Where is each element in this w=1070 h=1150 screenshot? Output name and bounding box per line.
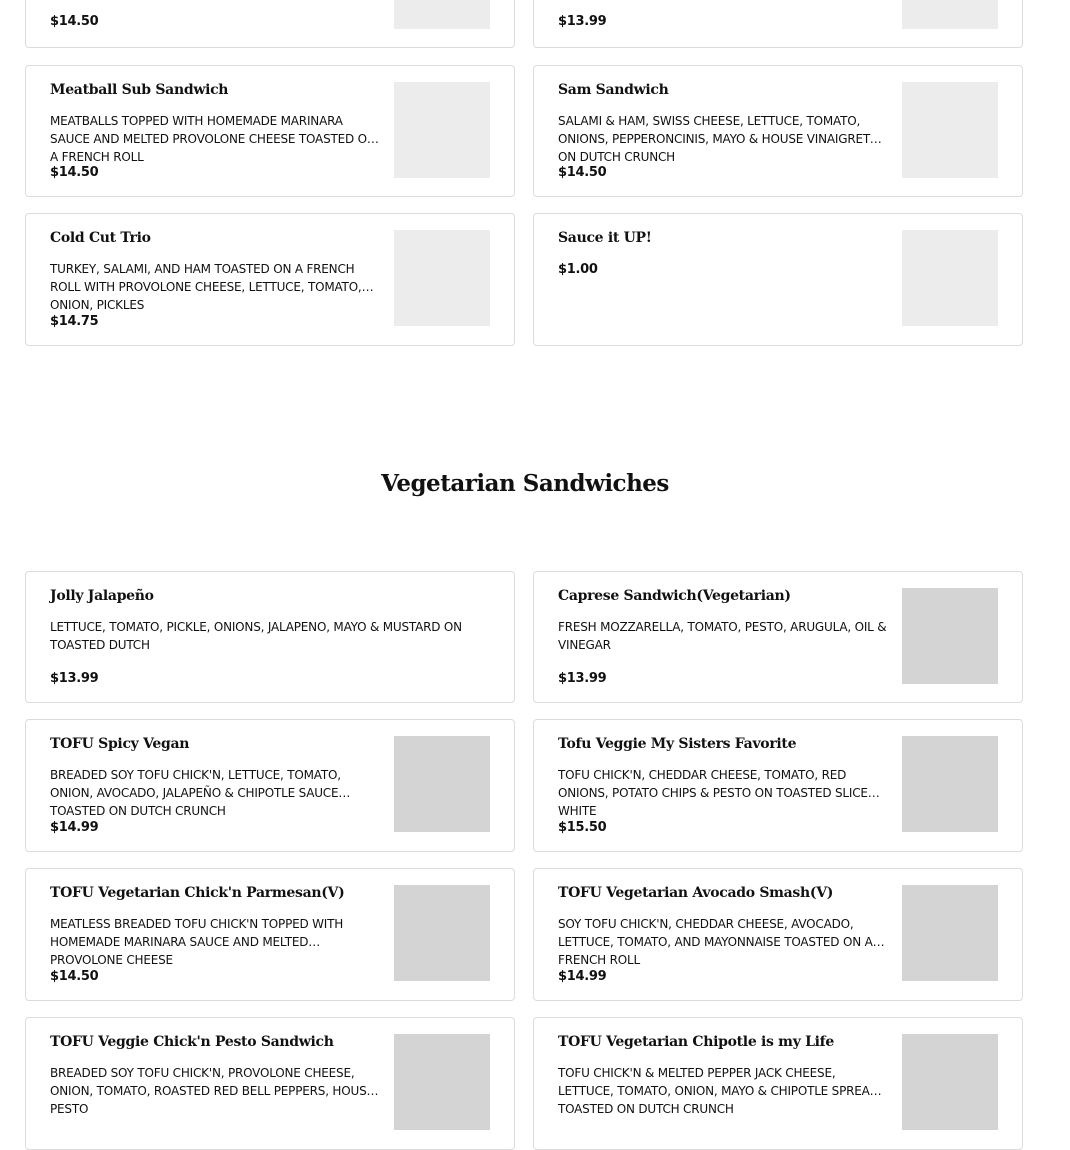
- item-image: [394, 0, 490, 29]
- item-name: TOFU Vegetarian Avocado Smash(V): [558, 885, 834, 901]
- item-image: [902, 588, 998, 684]
- item-price: $15.50: [558, 820, 607, 835]
- item-description: LETTUCE, TOMATO, PICKLE, ONIONS, JALAPENO, MAYO & MUSTARD ON TOASTED DUTCH: [50, 620, 462, 652]
- item-price: $14.99: [50, 820, 99, 835]
- item-price: $14.50: [558, 165, 607, 180]
- menu-item-card[interactable]: [533, 0, 1023, 48]
- menu-item-card[interactable]: [533, 213, 1023, 346]
- item-image: [902, 885, 998, 981]
- menu-item-card[interactable]: [533, 719, 1023, 852]
- item-image: [902, 230, 998, 326]
- menu-item-card[interactable]: [25, 1017, 515, 1150]
- item-image: [902, 82, 998, 178]
- item-name: Sauce it UP!: [558, 230, 652, 246]
- item-description: TURKEY, SALAMI, AND HAM TOASTED ON A FRENCH ROLL WITH PROVOLONE CHEESE, LETTUCE, TOMATO, ONION, PICKLES: [50, 262, 362, 312]
- item-price: $14.50: [50, 14, 99, 29]
- item-name: Cold Cut Trio: [50, 230, 151, 246]
- item-description: BREADED SOY TOFU CHICK'N, PROVOLONE CHEESE, ONION, TOMATO, ROASTED RED BELL PEPPERS, HOUSE PESTO: [50, 1066, 374, 1116]
- item-description: SOY TOFU CHICK'N, CHEDDAR CHEESE, AVOCADO, LETTUCE, TOMATO, AND MAYONNAISE TOASTED ON A FRENCH ROLL: [558, 917, 873, 967]
- item-price: $13.99: [50, 671, 99, 686]
- item-price: $14.50: [50, 969, 99, 984]
- item-name: Sam Sandwich: [558, 82, 669, 98]
- menu-item-card[interactable]: [25, 868, 515, 1001]
- item-image: [394, 82, 490, 178]
- menu-item-card[interactable]: [25, 0, 515, 48]
- section-title: Vegetarian Sandwiches: [381, 470, 669, 497]
- item-name: TOFU Vegetarian Chipotle is my Life: [558, 1034, 834, 1050]
- item-image: [902, 1034, 998, 1130]
- item-price: $14.50: [50, 165, 99, 180]
- menu-item-card[interactable]: [533, 571, 1023, 703]
- item-price: $14.99: [558, 969, 607, 984]
- item-name: TOFU Vegetarian Chick'n Parmesan(V): [50, 885, 345, 901]
- item-description: TOFU CHICK'N, CHEDDAR CHEESE, TOMATO, RED ONIONS, POTATO CHIPS & PESTO ON TOASTED SLICED WHITE: [558, 768, 877, 818]
- item-name: Caprese Sandwich(Vegetarian): [558, 588, 791, 604]
- item-image: [902, 0, 998, 29]
- item-description: TOFU CHICK'N & MELTED PEPPER JACK CHEESE, LETTUCE, TOMATO, ONION, MAYO & CHIPOTLE SPREAD TOASTED ON DUTCH CRUNCH: [558, 1066, 879, 1116]
- item-price: $13.99: [558, 14, 607, 29]
- item-price: $14.75: [50, 314, 99, 329]
- item-description: SALAMI & HAM, SWISS CHEESE, LETTUCE, TOMATO, ONIONS, PEPPERONCINIS, MAYO & HOUSE VINAIGRETTE ON DUTCH CRUNCH: [558, 114, 885, 164]
- item-image: [394, 736, 490, 832]
- menu-item-card[interactable]: [533, 868, 1023, 1001]
- item-image: [394, 1034, 490, 1130]
- menu-item-card[interactable]: [533, 1017, 1023, 1150]
- item-name: Meatball Sub Sandwich: [50, 82, 229, 98]
- item-name: TOFU Veggie Chick'n Pesto Sandwich: [50, 1034, 334, 1050]
- item-image: [394, 885, 490, 981]
- menu-item-card[interactable]: [25, 213, 515, 346]
- item-image: [902, 736, 998, 832]
- menu-item-card[interactable]: [25, 65, 515, 197]
- item-description: FRESH MOZZARELLA, TOMATO, PESTO, ARUGULA, OIL & VINEGAR: [558, 620, 887, 652]
- menu-item-card[interactable]: [533, 65, 1023, 197]
- item-price: $13.99: [558, 671, 607, 686]
- item-name: Jolly Jalapeño: [50, 588, 154, 604]
- item-description: MEATBALLS TOPPED WITH HOMEMADE MARINARA SAUCE AND MELTED PROVOLONE CHEESE TOASTED ON A FRENCH ROLL: [50, 114, 376, 164]
- item-description: BREADED SOY TOFU CHICK'N, LETTUCE, TOMATO, ONION, AVOCADO, JALAPEÑO & CHIPOTLE SAUCE TOASTED ON DUTCH CRUNCH: [50, 768, 341, 818]
- menu-item-card[interactable]: [25, 719, 515, 852]
- item-name: Tofu Veggie My Sisters Favorite: [558, 736, 797, 752]
- item-name: TOFU Spicy Vegan: [50, 736, 190, 752]
- item-description: MEATLESS BREADED TOFU CHICK'N TOPPED WITH HOMEMADE MARINARA SAUCE AND MELTED PROVOLONE CHEESE: [50, 917, 344, 967]
- item-price: $1.00: [558, 262, 598, 277]
- menu-item-card[interactable]: [25, 571, 515, 703]
- item-image: [394, 230, 490, 326]
